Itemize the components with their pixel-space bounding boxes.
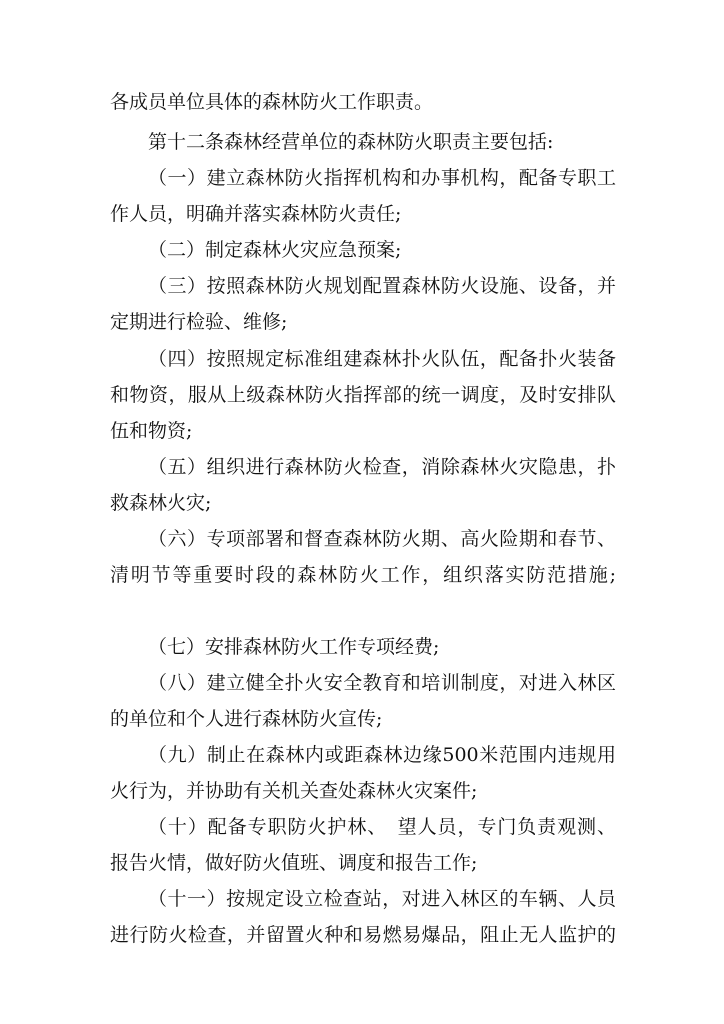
text-line: 进行防火检查，并留置火种和易燃易爆品，阻止无人监护的 xyxy=(110,924,616,946)
text-line: 定期进行检验、维修; xyxy=(110,311,288,333)
text-line: （十一）按规定设立检查站，对进入林区的车辆、人员 xyxy=(148,888,616,910)
text-line: （五）组织进行森林防火检查，消除森林火灾隐患，扑 xyxy=(148,456,616,478)
text-line: 和物资，服从上级森林防火指挥部的统一调度，及时安排队 xyxy=(110,384,616,406)
text-line: 救森林火灾; xyxy=(110,492,212,514)
article-heading: 第十二条森林经营单位的森林防火职责主要包括: xyxy=(148,131,554,153)
text-line: （八）建立健全扑火安全教育和培训制度，对进入林区 xyxy=(148,672,616,694)
text-line: （一）建立森林防火指挥机构和办事机构，配备专职工 xyxy=(148,167,616,189)
text-line: 伍和物资; xyxy=(110,420,193,442)
text-line: 的单位和个人进行森林防火宣传; xyxy=(110,708,383,730)
text-line: （七）安排森林防火工作专项经费; xyxy=(148,636,440,658)
text-line: （三）按照森林防火规划配置森林防火设施、设备，并 xyxy=(148,275,616,297)
text-line: 清明节等重要时段的森林防火工作，组织落实防范措施; xyxy=(110,564,616,586)
text-line: （四）按照规定标准组建森林扑火队伍，配备扑火装备 xyxy=(148,348,616,370)
text-line: 火行为，并协助有关机关查处森林火灾案件; xyxy=(110,780,478,802)
text-line: （十）配备专职防火护林、 望人员，专门负责观测、 xyxy=(148,816,616,838)
text-line: （二）制定森林火灾应急预案; xyxy=(148,239,402,261)
text-line: 各成员单位具体的森林防火工作职责。 xyxy=(110,91,434,113)
text-line: （六）专项部署和督查森林防火期、高火险期和春节、 xyxy=(148,528,616,550)
text-line: 报告火情，做好防火值班、调度和报告工作; xyxy=(110,852,478,874)
text-line: （九）制止在森林内或距森林边缘500米范围内违规用 xyxy=(148,744,616,766)
text-line: 作人员，明确并落实森林防火责任; xyxy=(110,203,402,225)
